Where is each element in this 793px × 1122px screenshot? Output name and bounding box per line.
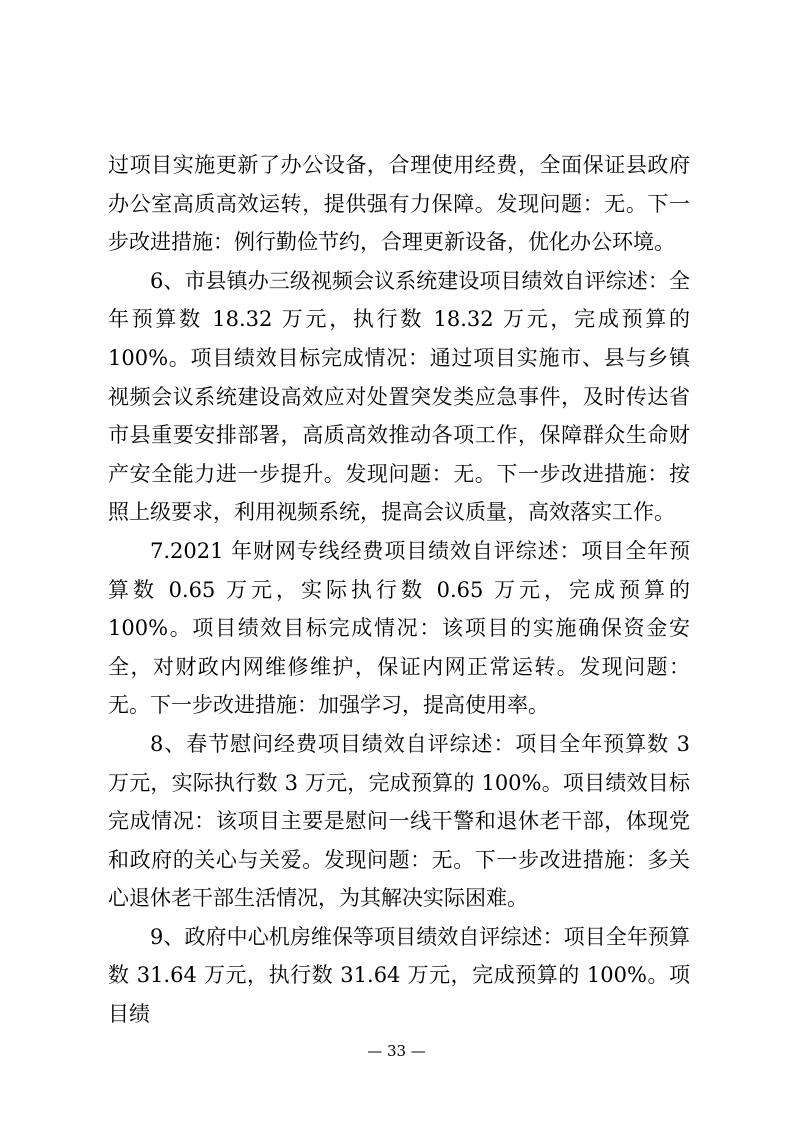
paragraph-item-9: 9、政府中心机房维保等项目绩效自评综述：项目全年预算数 31.64 万元，执行数 31.64 万元，完成预算的 100%。项目绩 — [108, 924, 690, 1027]
paragraph-item-7: 7.2021 年财网专线经费项目绩效自评综述：项目全年预算数 0.65 万元，实际执行数 0.65 万元，完成预算的 100%。项目绩效目标完成情况：该项目的实施确保资金安全，对财政内网维修维护，保证内网正常运转。发现问题：无。下一步改进措施：加强学习，提高使用率。 — [108, 538, 690, 718]
page-number: — 33 — — [367, 1042, 426, 1060]
paragraph-continuation: 过项目实施更新了办公设备，合理使用经费，全面保证县政府办公室高质高效运转，提供强有力保障。发现问题：无。下一步改进措施：例行勤俭节约，合理更新设备，优化办公环境。 — [108, 153, 690, 255]
paragraph-item-6: 6、市县镇办三级视频会议系统建设项目绩效自评综述：全年预算数 18.32 万元，执行数 18.32 万元，完成预算的 100%。项目绩效目标完成情况：通过项目实施市、县与乡镇视频会议系统建设高效应对处置突发类应急事件，及时传达省市县重要安排部署，高质高效推动各项工作，保障群众生命财产安全能力进一步提升。发现问题：无。下一步改进措施：按照上级要求，利用视频系统，提高会议质量，高效落实工作。 — [108, 268, 690, 525]
document-body — [108, 146, 690, 1034]
paragraph-item-8: 8、春节慰问经费项目绩效自评综述：项目全年预算数 3 万元，实际执行数 3 万元，完成预算的 100%。项目绩效目标完成情况：该项目主要是慰问一线干警和退休老干部，体现党和政府的关心与关爱。发现问题：无。下一步改进措施：多关心退休老干部生活情况，为其解决实际困难。 — [108, 731, 690, 911]
